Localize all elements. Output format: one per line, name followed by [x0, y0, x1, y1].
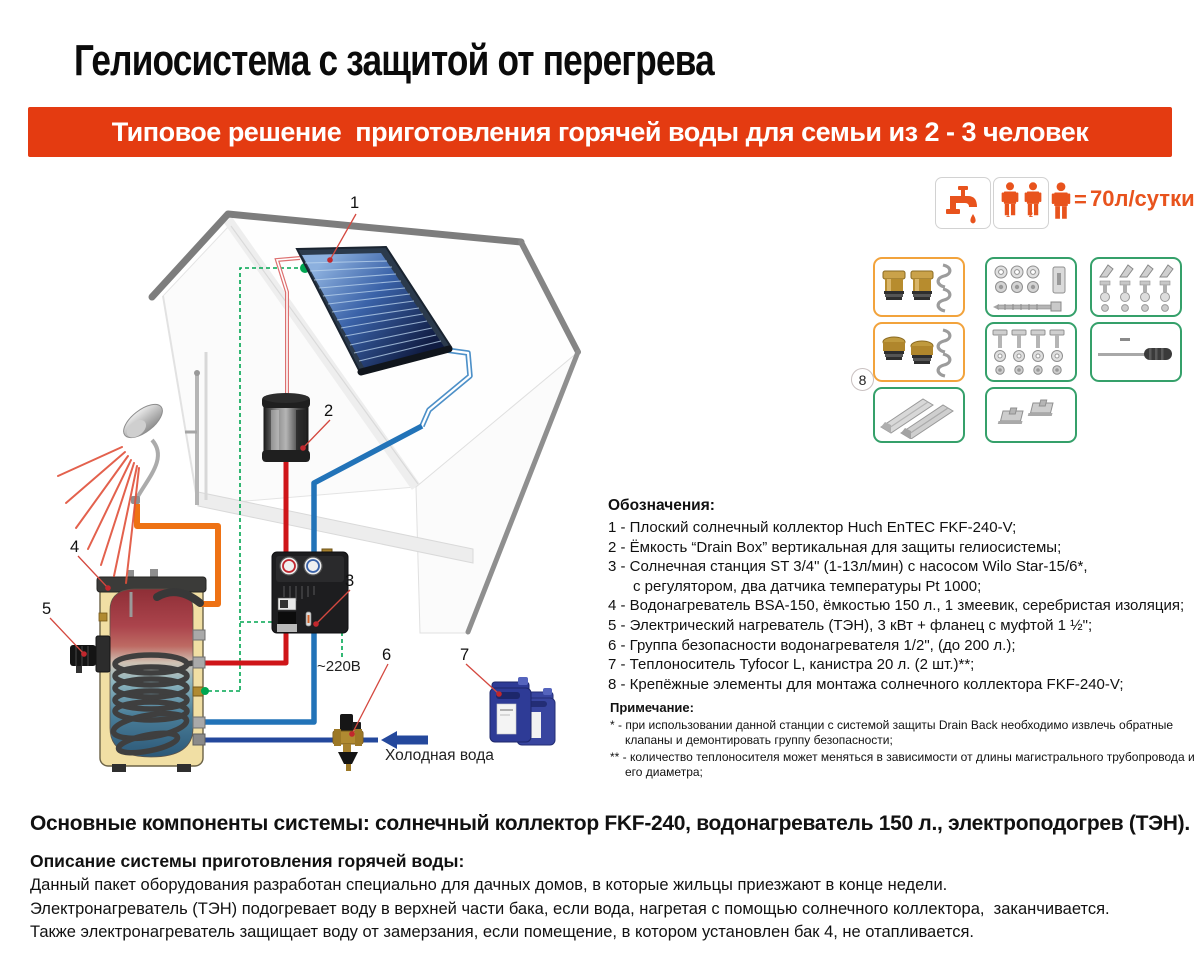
- notes: [610, 700, 1198, 782]
- drain-box: [262, 393, 310, 462]
- t-bolts-icon: [987, 326, 1075, 378]
- single-person-icon: [1046, 180, 1076, 224]
- legend-item: 1 - Плоский солнечный коллектор Huch EnTEC FKF-240-V;: [608, 519, 1017, 536]
- legend-item: 3 - Солнечная станция ST 3/4" (1-13л/мин) с насосом Wilo Star-15/6*,: [608, 558, 1088, 576]
- description-heading: Описание системы приготовления горячей воды:: [30, 851, 465, 871]
- kit-box-t-bolts: [985, 322, 1077, 382]
- legend-items: [608, 518, 1200, 694]
- faucet-icon: [936, 178, 990, 228]
- legend-item: 6 - Группа безопасности водонагревателя 1/2", (до 200 л.);: [608, 636, 1016, 654]
- kit-box-clamps: [985, 387, 1077, 443]
- person-1-index: 1: [1006, 212, 1010, 219]
- subtitle-banner-text: Типовое решение приготовления горячей воды для семьи из 2 - 3 человек: [111, 116, 1089, 147]
- description-line: Электронагреватель (ТЭН) подогревает воду в верхней части бака, если вода, нагретая с помощью солнечного коллектора, заканчивается.: [30, 899, 1110, 918]
- callout-7-fluid: 7: [460, 646, 470, 664]
- notes-heading: Примечание:: [610, 700, 694, 715]
- aluminum-profiles-icon: [875, 391, 963, 439]
- shower: [58, 370, 200, 583]
- two-person-pictogram-box: [993, 177, 1049, 229]
- brass-fittings-icon: [875, 261, 963, 313]
- kit-box-brass-caps: [873, 322, 965, 382]
- description-line: Данный пакет оборудования разработан специально для дачных домов, в которые жильцы приезжают в конце недели.: [30, 876, 948, 894]
- kit-box-aluminum-profiles: [873, 387, 965, 443]
- callout-2-drainbox: 2: [324, 402, 334, 420]
- legend-heading: Обозначения:: [608, 497, 715, 514]
- legend-item: с регулятором, два датчика температуры Pt 1000;: [608, 577, 982, 595]
- screwdriver-icon: [1092, 326, 1180, 378]
- daily-rate: 70л/сутки: [1090, 186, 1195, 211]
- legend-item: 8 - Крепёжные элементы для монтажа солнечного коллектора FKF-240-V;: [608, 675, 1124, 693]
- callout-1-collector: 1: [350, 194, 360, 212]
- power-label: ~220В: [317, 658, 361, 675]
- fluid-canisters: [490, 677, 555, 745]
- legend-item: 5 - Электрический нагреватель (ТЭН), 3 кВт + фланец с муфтой 1 ½";: [608, 616, 1093, 634]
- description-line: Также электронагреватель защищает воду от замерзания, если помещение, в котором установлен бак 4, не отапливается.: [30, 923, 974, 941]
- roof-hooks-icon: [1092, 261, 1180, 313]
- washers-screw-icon: [987, 261, 1075, 313]
- main-components-line: Основные компоненты системы: солнечный коллектор FKF-240, водонагреватель 150 л., электроподогрев (ТЭН).: [30, 812, 1190, 835]
- page-title: Гелиосистема с защитой от перегрева: [74, 36, 714, 85]
- clamps-icon: [987, 391, 1075, 439]
- note-item: ** - количество теплоносителя может меняться в зависимости от длины магистрального трубопровода и его диаметра;: [610, 750, 1195, 779]
- legend-item: 7 - Теплоноситель Tyfocor L, канистра 20 л. (2 шт.)**;: [608, 656, 975, 674]
- kit-box-screwdriver: [1090, 322, 1182, 382]
- brass-caps-icon: [875, 326, 963, 378]
- equals-sign: =: [1074, 187, 1087, 212]
- kit-callout-number: 8: [851, 368, 874, 391]
- electric-heater-ten: [70, 636, 110, 673]
- cold-water-label: Холодная вода: [385, 747, 494, 764]
- description-paragraph: [30, 874, 1190, 945]
- tank-sensor-dot: [201, 687, 209, 695]
- person-2-index: 2: [1029, 212, 1033, 219]
- legend: [608, 497, 1200, 694]
- two-person-icon: [994, 178, 1048, 228]
- faucet-pictogram-box: [935, 177, 991, 229]
- subtitle-banner: [28, 107, 1172, 157]
- hot-spray: [58, 447, 139, 583]
- callout-3-station: 3: [345, 572, 355, 590]
- legend-item: 2 - Ёмкость “Drain Box” вертикальная для защиты гелиосистемы;: [608, 538, 1062, 556]
- callout-5-heater: 5: [42, 600, 52, 618]
- kit-box-roof-hooks: [1090, 257, 1182, 317]
- note-item: * - при использовании данной станции с системой защиты Drain Back необходимо извлечь обратные клапаны и демонтировать группу безопасности;: [610, 718, 1174, 747]
- callout-6-safety-group: 6: [382, 646, 392, 664]
- legend-item: 4 - Водонагреватель BSA-150, ёмкостью 150 л., 1 змеевик, серебристая изоляция;: [608, 597, 1185, 615]
- kit-box-brass-fittings: [873, 257, 965, 317]
- callout-4-tank: 4: [70, 538, 80, 556]
- solar-pump-station: [272, 549, 348, 633]
- notes-items: [610, 718, 1198, 780]
- kit-box-washers-screw: [985, 257, 1077, 317]
